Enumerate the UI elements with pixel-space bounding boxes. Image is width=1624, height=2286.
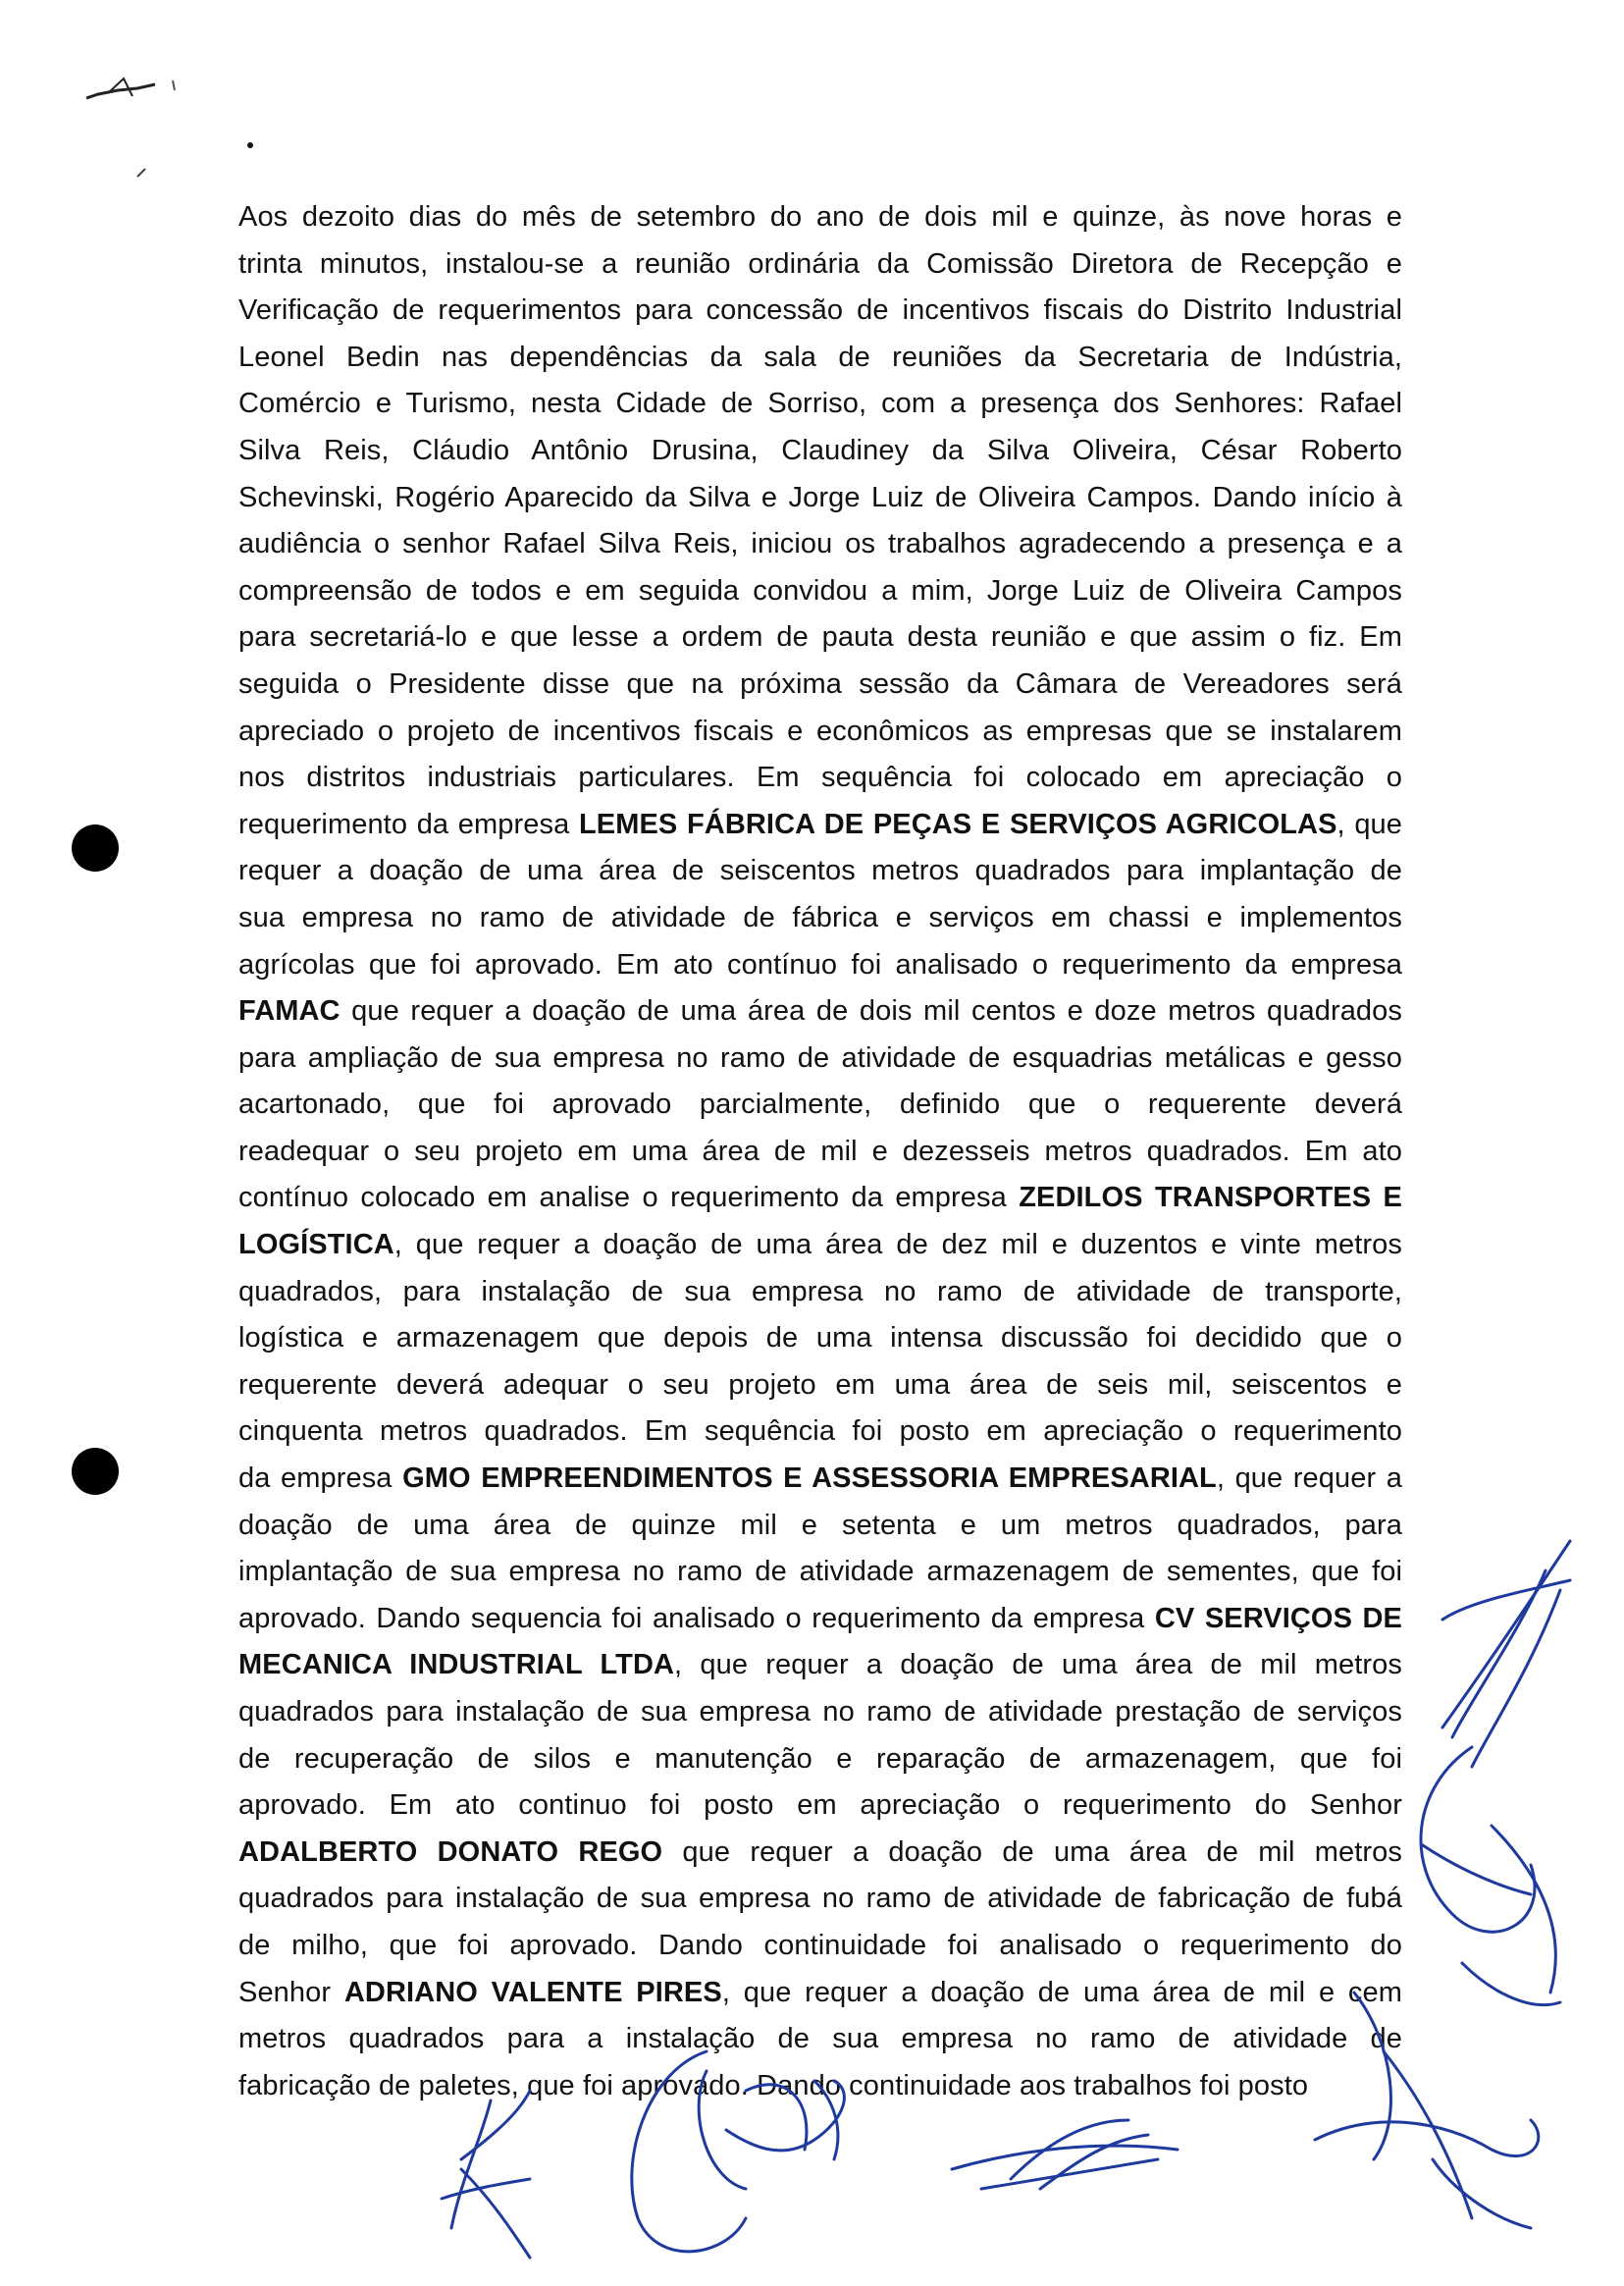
text-segment: , que requer a doação de uma área de dez mil e duzentos e vinte metros bbox=[393, 1229, 1402, 1261]
text-line bbox=[238, 1175, 1402, 1222]
text-segment: para secretariá-lo e que lesse a ordem de pauta desta reunião e que assim o fiz. Em bbox=[238, 621, 1402, 654]
text-line bbox=[238, 1782, 1402, 1830]
text-segment: metros quadrados para a instalação de sua empresa no ramo de atividade de bbox=[238, 2023, 1402, 2055]
text-segment: doação de uma área de quinze mil e setenta e um metros quadrados, para bbox=[238, 1509, 1402, 1541]
text-segment: trinta minutos, instalou-se a reunião ordinária da Comissão Diretora de Recepção e bbox=[238, 247, 1402, 280]
text-segment: requer a doação de uma área de seiscentos metros quadrados para implantação de bbox=[238, 855, 1402, 887]
text-segment: Senhor bbox=[238, 1976, 344, 2008]
text-segment: readequar o seu projeto em uma área de mil e dezesseis metros quadrados. Em ato bbox=[238, 1135, 1402, 1167]
scan-artifact-mark bbox=[0, 0, 294, 196]
text-line bbox=[238, 942, 1402, 989]
text-segment: agrícolas que foi aprovado. Em ato contínuo foi analisado o requerimento da empresa bbox=[238, 948, 1402, 981]
text-segment: cinquenta metros quadrados. Em sequência foi posto em apreciação o requerimento bbox=[238, 1415, 1402, 1448]
text-segment: requerimento da empresa bbox=[238, 808, 579, 840]
minutes-text bbox=[238, 194, 1402, 2109]
text-line bbox=[238, 1596, 1402, 1643]
bold-name: GMO EMPREENDIMENTOS E ASSESSORIA EMPRESARIAL bbox=[402, 1462, 1217, 1495]
text-line bbox=[238, 1970, 1402, 2017]
text-segment: , que requer a bbox=[1216, 1462, 1402, 1495]
text-line bbox=[238, 614, 1402, 662]
text-segment: Aos dezoito dias do mês de setembro do ano de dois mil e quinze, às nove horas e bbox=[238, 201, 1402, 233]
text-line bbox=[238, 848, 1402, 895]
text-line bbox=[238, 1689, 1402, 1736]
bold-name: ADALBERTO DONATO REGO bbox=[238, 1835, 663, 1868]
text-segment: sua empresa no ramo de atividade de fábrica e serviços em chassi e implementos bbox=[238, 901, 1402, 933]
text-segment: quadrados para instalação de sua empresa no ramo de atividade prestação de serviços bbox=[238, 1696, 1402, 1728]
text-line bbox=[238, 568, 1402, 615]
bottom-signature-1 bbox=[442, 2091, 530, 2258]
text-segment: apreciado o projeto de incentivos fiscais e econômicos as empresas que se instalarem bbox=[238, 715, 1402, 747]
bold-name: ZEDILOS TRANSPORTES E bbox=[1019, 1182, 1402, 1214]
text-segment: Schevinski, Rogério Aparecido da Silva e Jorge Luiz de Oliveira Campos. Dando início à bbox=[238, 481, 1402, 513]
text-segment: de milho, que foi aprovado. Dando continuidade foi analisado o requerimento do bbox=[238, 1929, 1402, 1961]
text-segment: que requer a doação de uma área de mil metros bbox=[662, 1835, 1402, 1868]
text-segment: Verificação de requerimentos para concessão de incentivos fiscais do Distrito Industrial bbox=[238, 294, 1402, 327]
bold-name: ADRIANO VALENTE PIRES bbox=[343, 1976, 722, 2008]
text-line bbox=[238, 1642, 1402, 1689]
text-line bbox=[238, 1129, 1402, 1176]
text-line bbox=[238, 428, 1402, 475]
text-line bbox=[238, 288, 1402, 335]
text-segment: compreensão de todos e em seguida convidou a mim, Jorge Luiz de Oliveira Campos bbox=[238, 574, 1402, 607]
text-segment: implantação de sua empresa no ramo de atividade armazenagem de sementes, que foi bbox=[238, 1556, 1402, 1588]
text-line bbox=[238, 1082, 1402, 1129]
text-segment: requerente deverá adequar o seu projeto em uma área de seis mil, seiscentos e bbox=[238, 1368, 1402, 1401]
text-line bbox=[238, 1456, 1402, 1503]
text-line bbox=[238, 194, 1402, 241]
text-segment: para ampliação de sua empresa no ramo de atividade de esquadrias metálicas e gesso bbox=[238, 1041, 1402, 1074]
text-line bbox=[238, 662, 1402, 709]
text-line bbox=[238, 1362, 1402, 1409]
text-line bbox=[238, 1876, 1402, 1923]
margin-signature-1 bbox=[1442, 1541, 1570, 1767]
bold-name: MECANICA INDUSTRIAL LTDA bbox=[238, 1649, 675, 1681]
text-segment: contínuo colocado em analise o requerimento da empresa bbox=[238, 1182, 1020, 1214]
text-line bbox=[238, 895, 1402, 942]
text-line bbox=[238, 241, 1402, 289]
text-line bbox=[238, 802, 1402, 849]
text-segment: nos distritos industriais particulares. Em sequência foi colocado em apreciação o bbox=[238, 762, 1402, 794]
text-line bbox=[238, 335, 1402, 382]
text-segment: Comércio e Turismo, nesta Cidade de Sorriso, com a presença dos Senhores: Rafael bbox=[238, 388, 1402, 420]
punch-hole-bottom bbox=[72, 1448, 119, 1495]
text-segment: , que bbox=[1336, 808, 1402, 840]
text-line bbox=[238, 988, 1402, 1036]
text-segment: aprovado. Em ato continuo foi posto em apreciação o requerimento do Senhor bbox=[238, 1789, 1402, 1822]
text-segment: de recuperação de silos e manutenção e reparação de armazenagem, que foi bbox=[238, 1742, 1402, 1775]
text-segment: , que requer a doação de uma área de mil e cem bbox=[721, 1976, 1402, 2008]
text-line bbox=[238, 475, 1402, 522]
margin-signature-2 bbox=[1421, 1747, 1560, 2005]
text-line bbox=[238, 709, 1402, 756]
text-segment: aprovado. Dando sequencia foi analisado o requerimento da empresa bbox=[238, 1602, 1155, 1634]
text-segment: acartonado, que foi aprovado parcialmente, definido que o requerente deverá bbox=[238, 1089, 1402, 1121]
text-segment: fabricação de paletes, que foi aprovado. Dando continuidade aos trabalhos foi posto bbox=[238, 2069, 1309, 2101]
text-line bbox=[238, 1409, 1402, 1456]
text-line bbox=[238, 1736, 1402, 1783]
text-segment: , que requer a doação de uma área de mil metros bbox=[674, 1649, 1402, 1681]
bold-name: LEMES FÁBRICA DE PEÇAS E SERVIÇOS AGRICOLAS bbox=[578, 808, 1337, 840]
text-line bbox=[238, 1315, 1402, 1362]
text-segment: seguida o Presidente disse que na próxima sessão da Câmara de Vereadores será bbox=[238, 667, 1402, 700]
punch-hole-top bbox=[72, 824, 119, 872]
bottom-signature-3 bbox=[952, 2120, 1178, 2189]
bold-name: LOGÍSTICA bbox=[238, 1229, 394, 1261]
text-line bbox=[238, 521, 1402, 568]
text-line bbox=[238, 2016, 1402, 2063]
text-line bbox=[238, 2063, 1402, 2110]
text-segment: Leonel Bedin nas dependências da sala de reuniões da Secretaria de Indústria, bbox=[238, 341, 1402, 373]
text-segment: quadrados, para instalação de sua empresa no ramo de atividade de transporte, bbox=[238, 1275, 1402, 1307]
text-line bbox=[238, 1923, 1402, 1970]
text-segment: da empresa bbox=[238, 1462, 403, 1495]
text-line bbox=[238, 1269, 1402, 1316]
text-segment: quadrados para instalação de sua empresa no ramo de atividade de fabricação de fubá bbox=[238, 1883, 1402, 1915]
text-segment: audiência o senhor Rafael Silva Reis, iniciou os trabalhos agradecendo a presença e a bbox=[238, 528, 1402, 560]
text-line bbox=[238, 1222, 1402, 1269]
text-line bbox=[238, 755, 1402, 802]
text-segment: que requer a doação de uma área de dois mil centos e doze metros quadrados bbox=[340, 995, 1402, 1028]
text-line bbox=[238, 381, 1402, 428]
text-line bbox=[238, 1549, 1402, 1596]
text-line bbox=[238, 1503, 1402, 1550]
text-segment: Silva Reis, Cláudio Antônio Drusina, Claudiney da Silva Oliveira, César Roberto bbox=[238, 434, 1402, 466]
text-segment: logística e armazenagem que depois de uma intensa discussão foi decidido que o bbox=[238, 1322, 1402, 1355]
bold-name: CV SERVIÇOS DE bbox=[1154, 1602, 1402, 1634]
bold-name: FAMAC bbox=[238, 995, 341, 1028]
text-line bbox=[238, 1830, 1402, 1877]
text-line bbox=[238, 1036, 1402, 1083]
